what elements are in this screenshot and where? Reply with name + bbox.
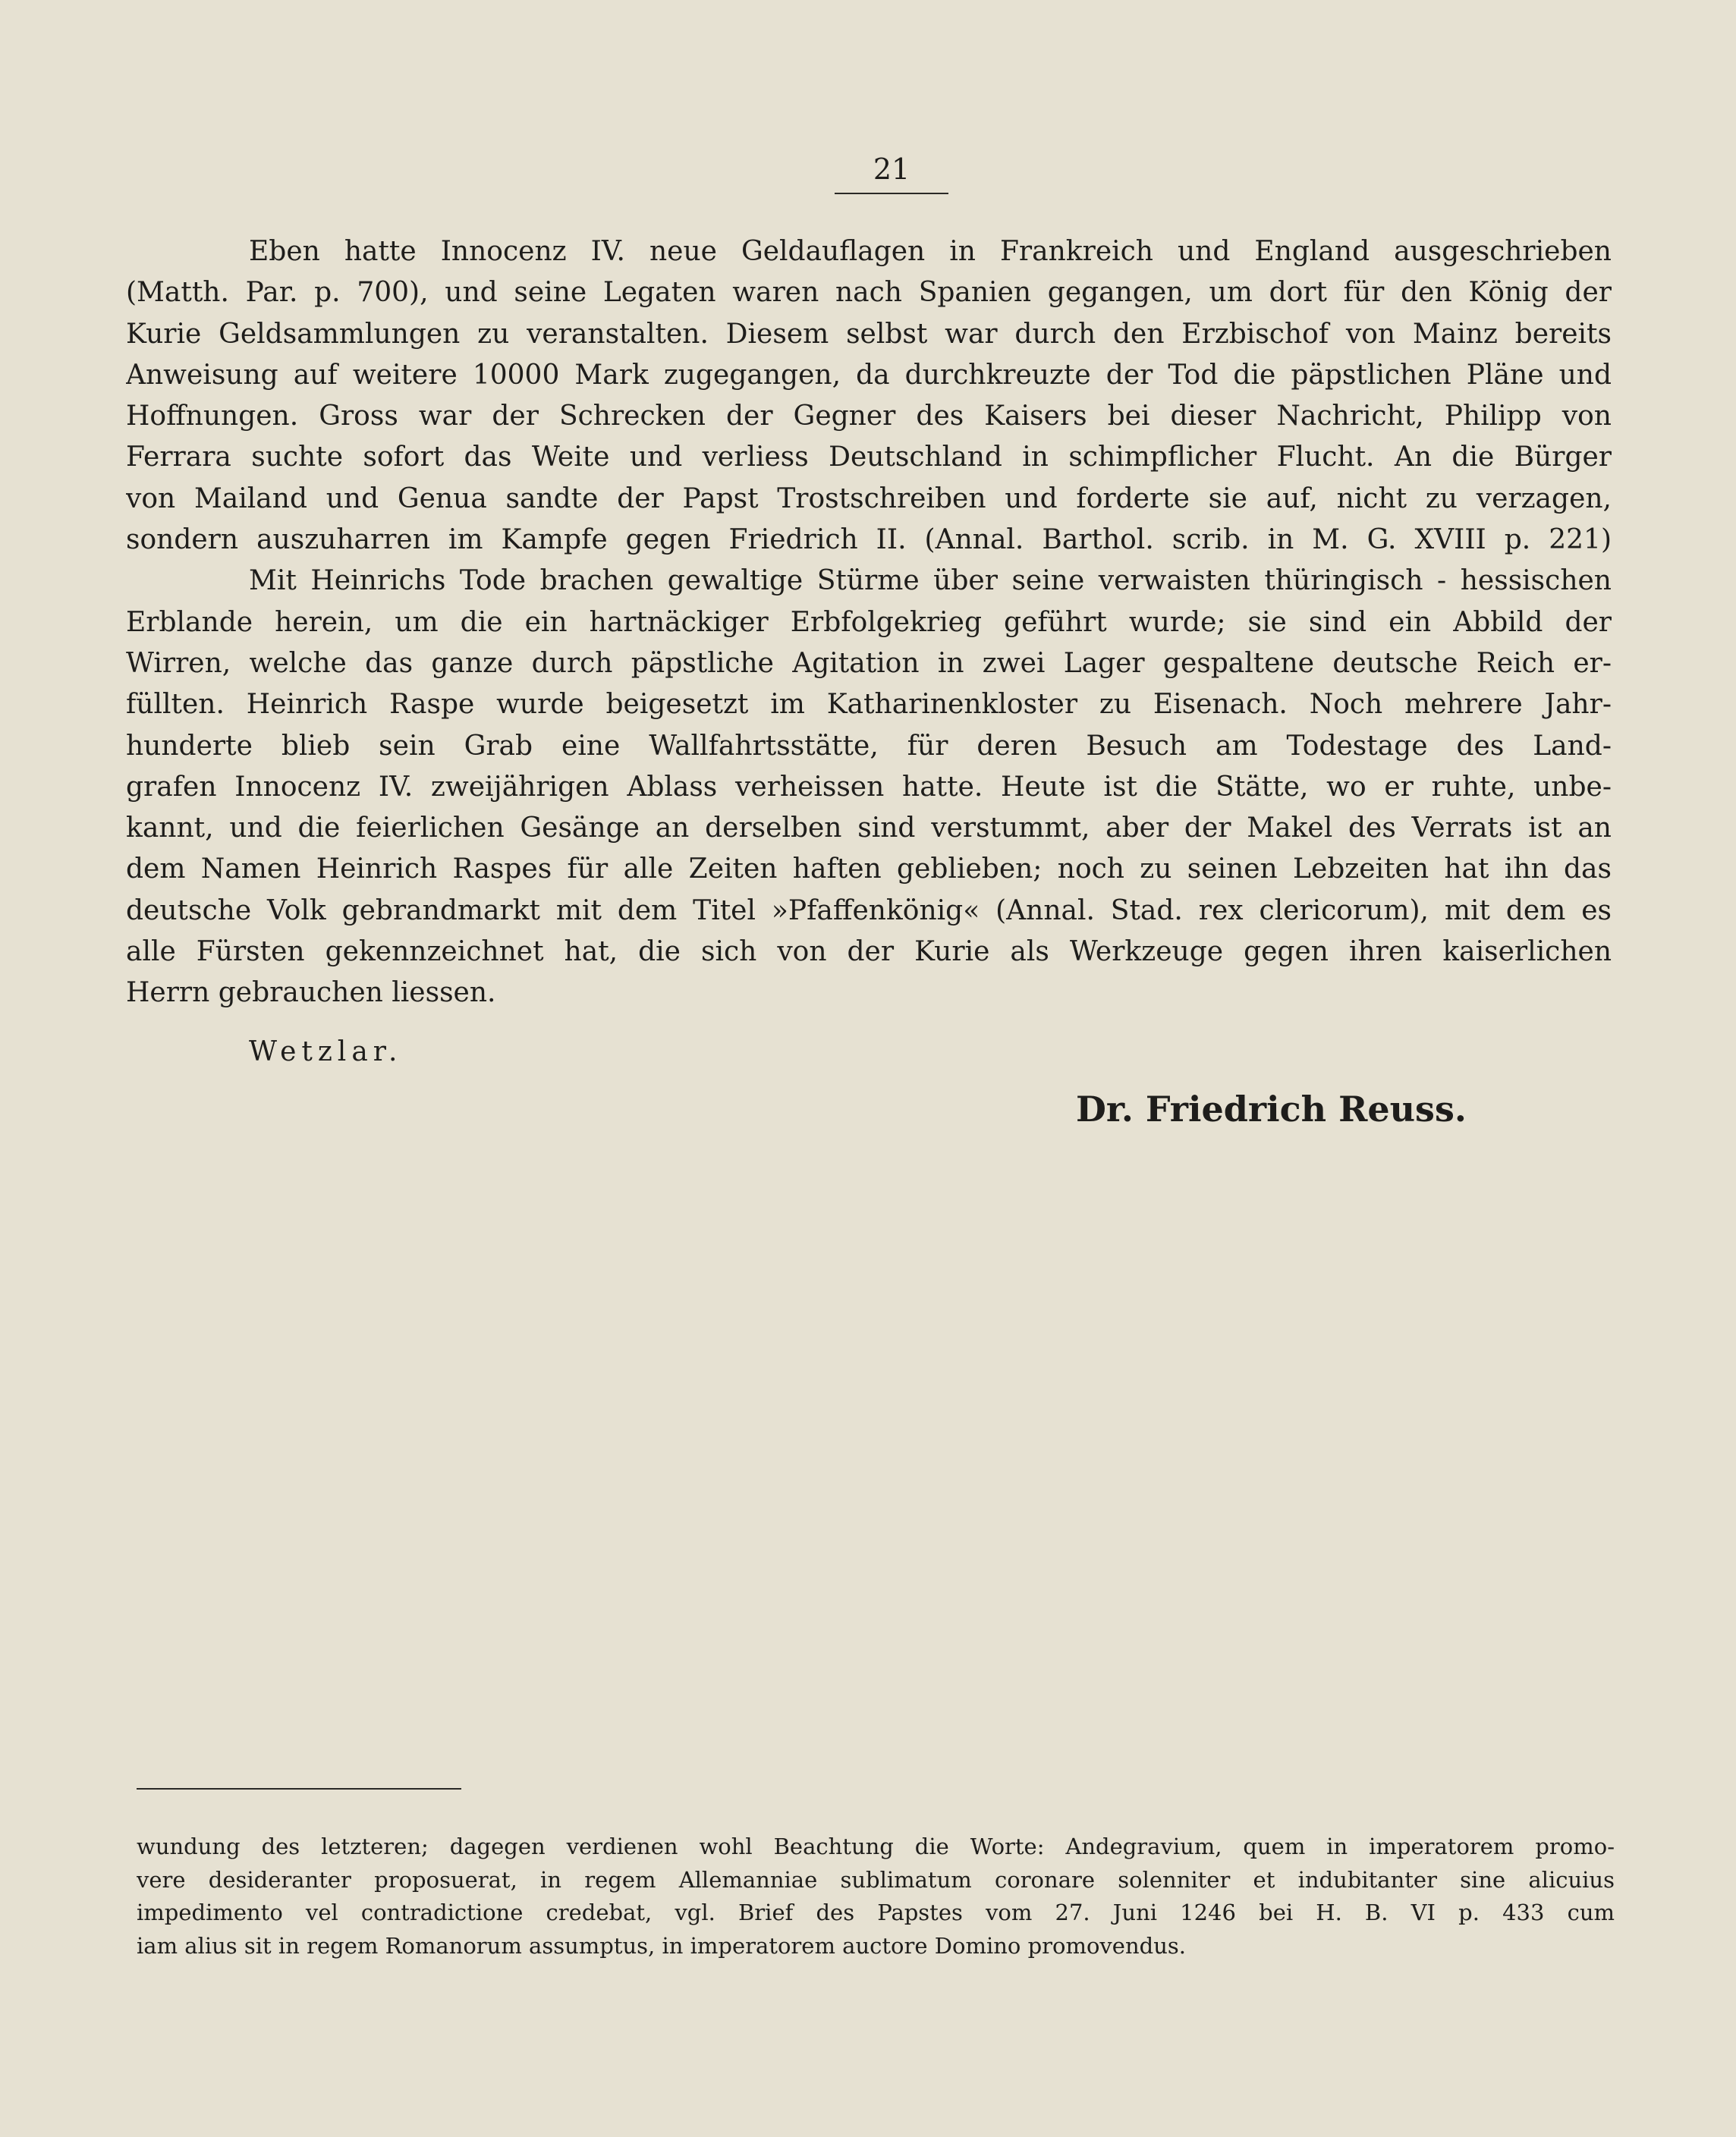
body-line: Kurie Geldsammlungen zu veranstalten. Diesem selbst war durch den Erzbischof von Mainz bereits xyxy=(126,318,1612,350)
body-line: grafen Innocenz IV. zweijährigen Ablass verheissen hatte. Heute ist die Stätte, wo er ruhte, unbe- xyxy=(126,771,1612,803)
footnote-line: wundung des letzteren; dagegen verdienen wohl Beachtung die Worte: Andegravium, quem in imperatorem promo- xyxy=(137,1834,1615,1859)
page-number-rule xyxy=(835,193,948,194)
body-line: hunderte blieb sein Grab eine Wallfahrtsstätte, für deren Besuch am Todestage des Land- xyxy=(126,730,1612,762)
body-line: dem Namen Heinrich Raspes für alle Zeiten haften geblieben; noch zu seinen Lebzeiten hat ihn das xyxy=(126,853,1612,885)
body-line: sondern auszuharren im Kampfe gegen Friedrich II. (Annal. Barthol. scrib. in M. G. XVIII p. 221) xyxy=(126,524,1612,556)
place-name: Wetzlar. xyxy=(249,1036,403,1067)
main-text xyxy=(126,231,1612,1014)
body-line: Mit Heinrichs Tode brachen gewaltige Stürme über seine verwaisten thüringisch - hessischen xyxy=(249,565,1612,597)
body-line: von Mailand und Genua sandte der Papst Trostschreiben und forderte sie auf, nicht zu verzagen, xyxy=(126,482,1612,514)
footnote-line: iam alius sit in regem Romanorum assumptus, in imperatorem auctore Domino promovendus. xyxy=(137,1932,1186,1959)
body-line: Ferrara suchte sofort das Weite und verliess Deutschland in schimpflicher Flucht. An die Bürger xyxy=(126,442,1612,473)
page-number: 21 xyxy=(873,152,910,186)
body-line: alle Fürsten gekennzeichnet hat, die sich von der Kurie als Werkzeuge gegen ihren kaiserlichen xyxy=(126,936,1612,968)
body-line: Herrn gebrauchen liessen. xyxy=(126,977,496,1009)
body-line: kannt, und die feierlichen Gesänge an derselben sind verstummt, aber der Makel des Verrats ist an xyxy=(126,812,1612,844)
body-line: Erblande herein, um die ein hartnäckiger Erbfolgekrieg geführt wurde; sie sind ein Abbild der xyxy=(126,606,1612,638)
body-line: Anweisung auf weitere 10000 Mark zugegangen, da durchkreuzte der Tod die päpstlichen Pläne und xyxy=(126,359,1612,391)
body-line: füllten. Heinrich Raspe wurde beigesetzt im Katharinenkloster zu Eisenach. Noch mehrere Jahr- xyxy=(126,689,1612,721)
author-signature: Dr. Friedrich Reuss. xyxy=(1076,1089,1467,1130)
footnote xyxy=(137,1831,1615,1963)
body-line: Wirren, welche das ganze durch päpstliche Agitation in zwei Lager gespaltene deutsche Reich er- xyxy=(126,647,1612,679)
body-line: (Matth. Par. p. 700), und seine Legaten waren nach Spanien gegangen, um dort für den König der xyxy=(126,277,1612,309)
footnote-line: vere desideranter proposuerat, in regem Allemanniae sublimatum coronare solenniter et indubitanter sine alicuius xyxy=(137,1866,1615,1893)
body-line: Hoffnungen. Gross war der Schrecken der Gegner des Kaisers bei dieser Nachricht, Philipp von xyxy=(126,401,1612,432)
body-line: deutsche Volk gebrandmarkt mit dem Titel »Pfaffenkönig« (Annal. Stad. rex clericorum), mit dem es xyxy=(126,894,1612,926)
footnote-rule xyxy=(137,1788,461,1790)
footnote-line: impedimento vel contradictione credebat, vgl. Brief des Papstes vom 27. Juni 1246 bei H. B. VI p. 433 cum xyxy=(137,1900,1615,1925)
body-line: Eben hatte Innocenz IV. neue Geldauflagen in Frankreich und England ausgeschrieben xyxy=(249,236,1612,267)
